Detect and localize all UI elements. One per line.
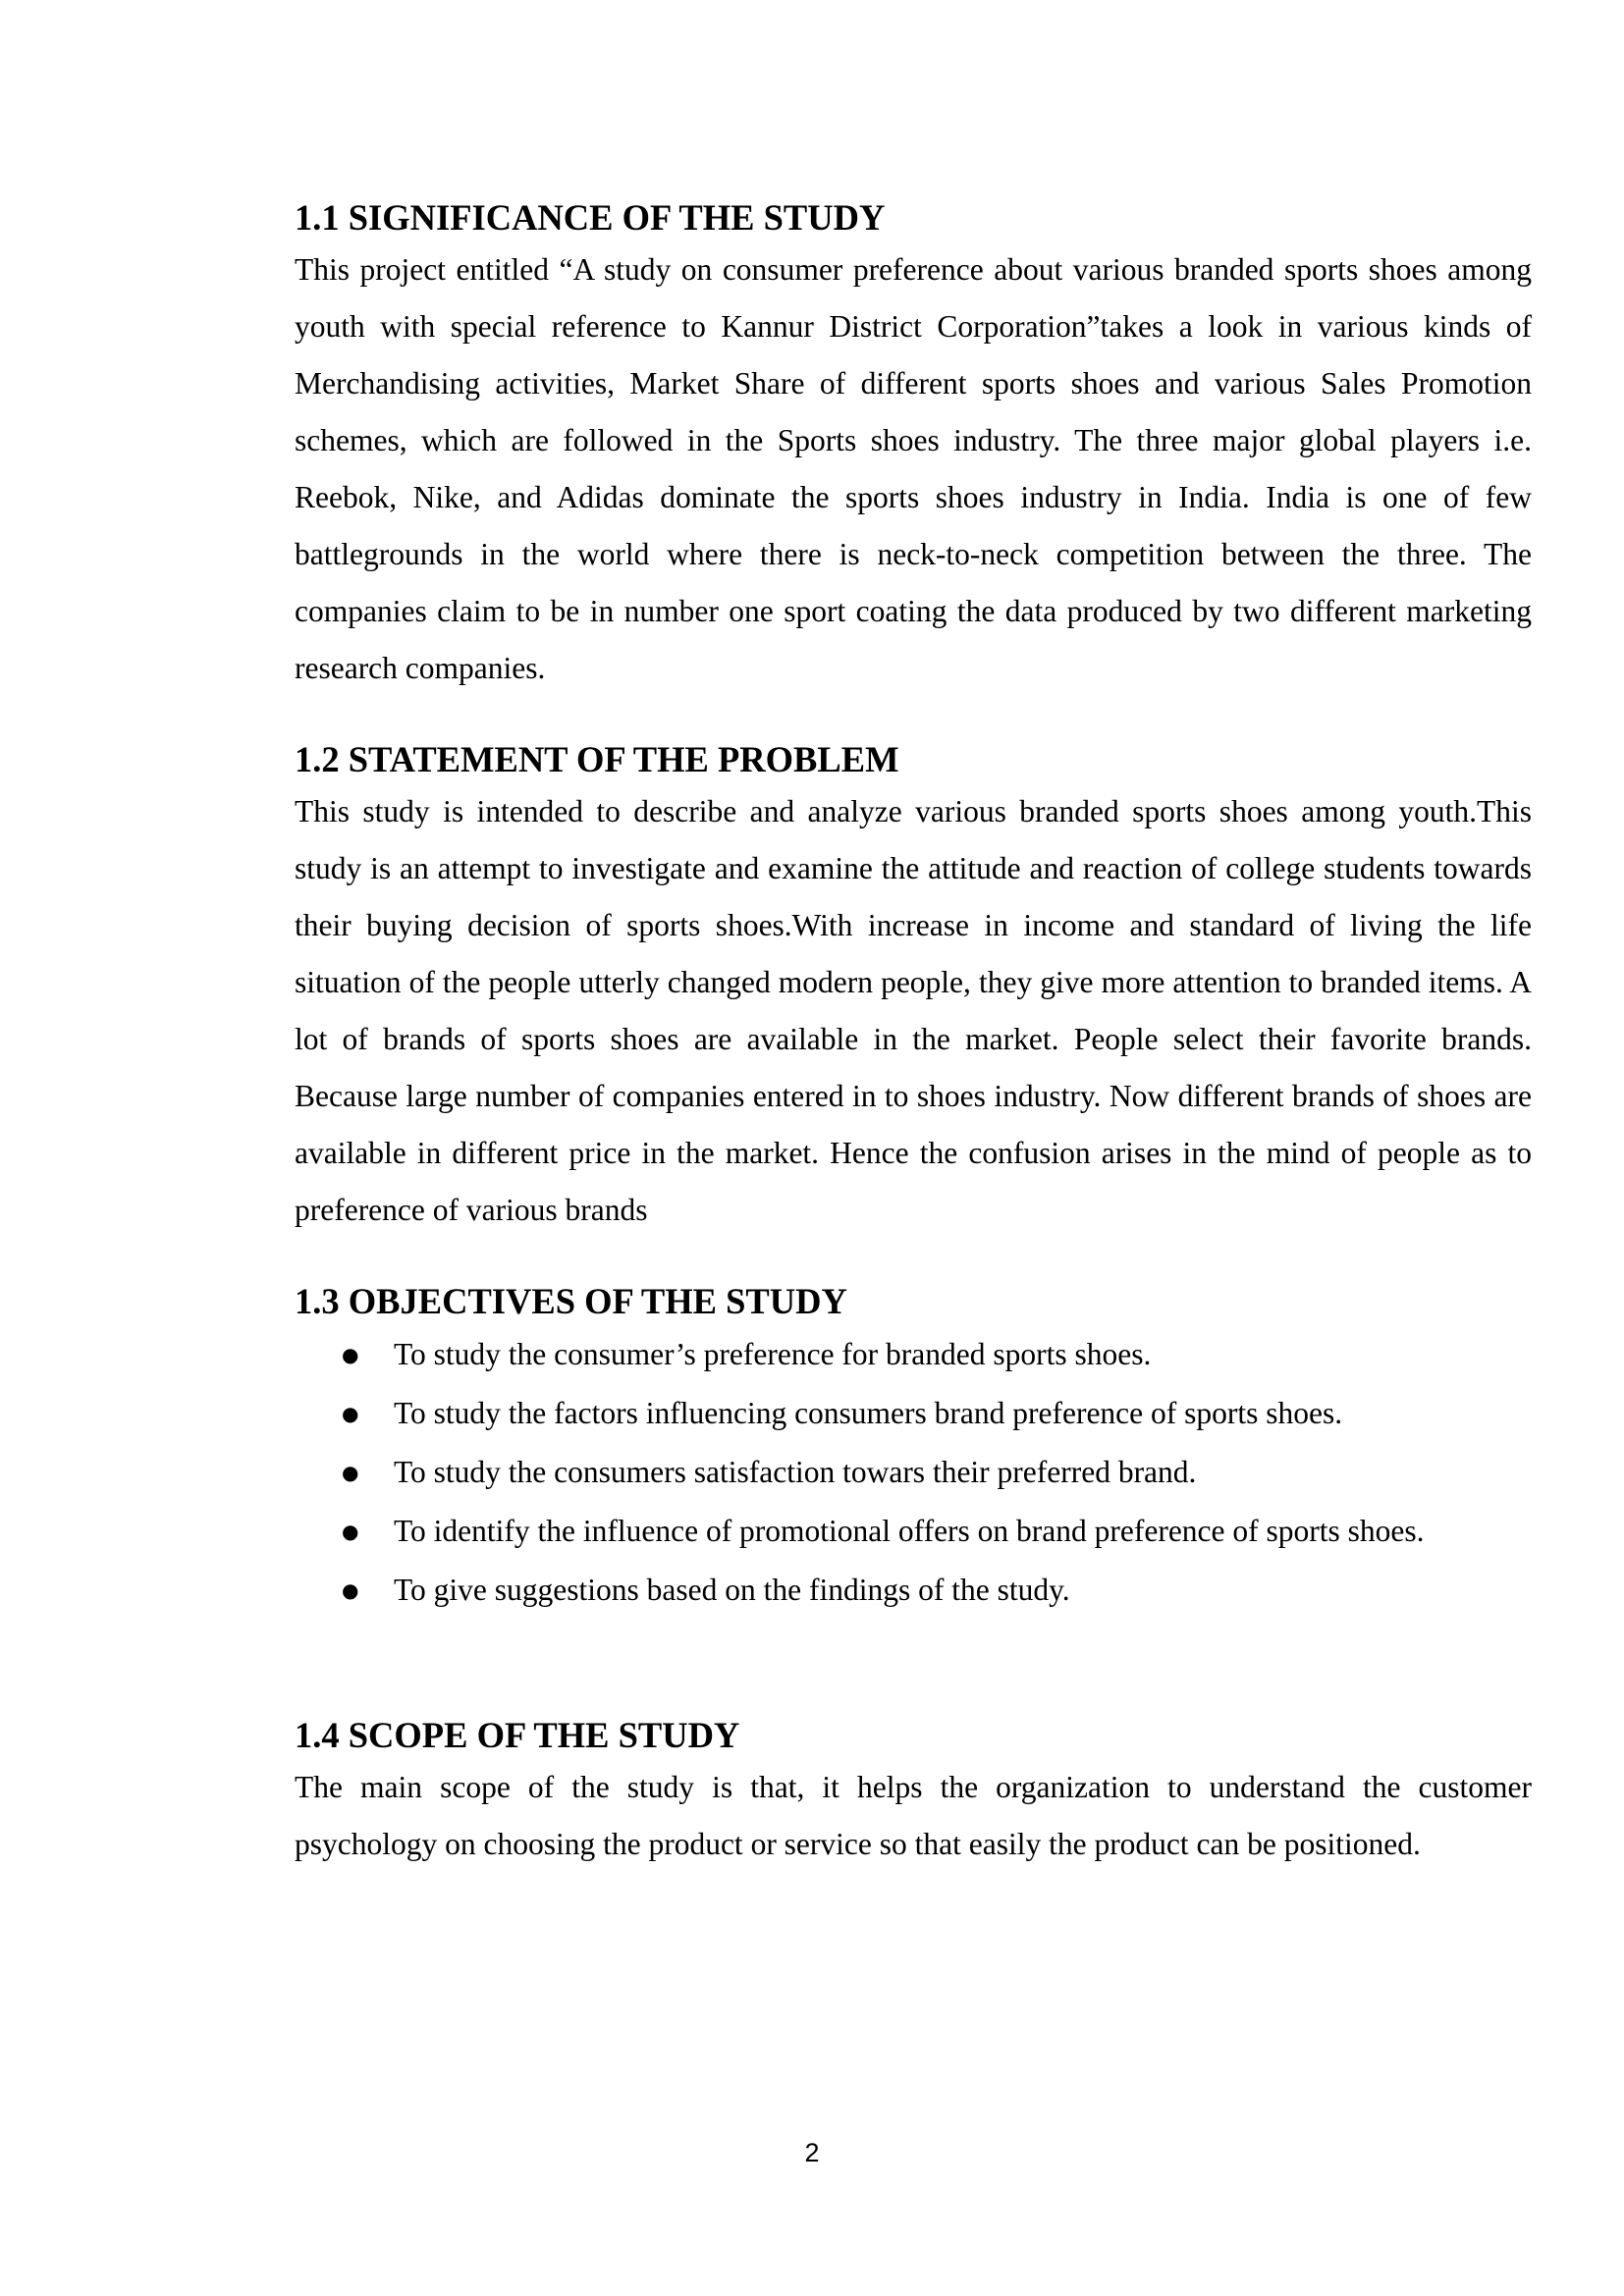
bullet-icon: ● — [342, 1461, 359, 1484]
section-body-significance: This project entitled “A study on consumer preference about various branded sports shoes among youth with special reference to Kannur District Corporation”takes a look in various kinds of Merchandising activities, Market Share of different sports shoes and various Sales Promotion schemes, which are followed in the Sports shoes industry. The three major global players i.e. Reebok, Nike, and Adidas dominate the sports shoes industry in India. India is one of few battlegrounds in the world where there is neck-to-neck competition between the three. The companies claim to be in number one sport coating the data produced by two different marketing research companies. — [295, 252, 1532, 685]
list-item — [295, 1325, 1532, 1384]
page-number: 2 — [804, 2138, 820, 2167]
list-item — [295, 1502, 1532, 1561]
section-heading-problem-statement: 1.2 STATEMENT OF THE PROBLEM — [295, 739, 899, 779]
section-body-problem-statement: This study is intended to describe and analyze various branded sports shoes among youth.This study is an attempt to investigate and examine the attitude and reaction of college students towards their buying decision of sports shoes.With increase in income and standard of living the life situation of the people utterly changed modern people, they give more attention to branded items. A lot of brands of sports shoes are available in the market. People select their favorite brands. Because large number of companies entered in to shoes industry. Now different brands of shoes are available in different price in the market. Hence the confusion arises in the mind of people as to preference of various brands — [295, 794, 1532, 1227]
bullet-icon: ● — [342, 1343, 359, 1366]
bullet-icon: ● — [342, 1578, 359, 1602]
section-body-scope: The main scope of the study is that, it helps the organization to understand the customer psychology on choosing the product or service so that easily the product can be positioned. — [295, 1770, 1532, 1861]
objective-text: To study the consumers satisfaction towars their preferred brand. — [394, 1455, 1197, 1489]
objective-text: To study the factors influencing consumers brand preference of sports shoes. — [394, 1396, 1343, 1430]
section-heading-scope: 1.4 SCOPE OF THE STUDY — [295, 1715, 740, 1755]
bullet-icon: ● — [342, 1520, 359, 1543]
section-heading-significance: 1.1 SIGNIFICANCE OF THE STUDY — [295, 197, 886, 238]
list-item — [295, 1561, 1532, 1620]
objective-text: To identify the influence of promotional offers on brand preference of sports shoes. — [394, 1514, 1425, 1548]
list-item — [295, 1443, 1532, 1502]
bullet-icon: ● — [342, 1402, 359, 1425]
section-heading-objectives: 1.3 OBJECTIVES OF THE STUDY — [295, 1281, 847, 1321]
objective-text: To study the consumer’s preference for branded sports shoes. — [394, 1337, 1152, 1371]
page-content — [295, 194, 1532, 1873]
list-item — [295, 1384, 1532, 1443]
objective-text: To give suggestions based on the findings of the study. — [394, 1573, 1070, 1607]
objectives-list — [295, 1325, 1532, 1620]
